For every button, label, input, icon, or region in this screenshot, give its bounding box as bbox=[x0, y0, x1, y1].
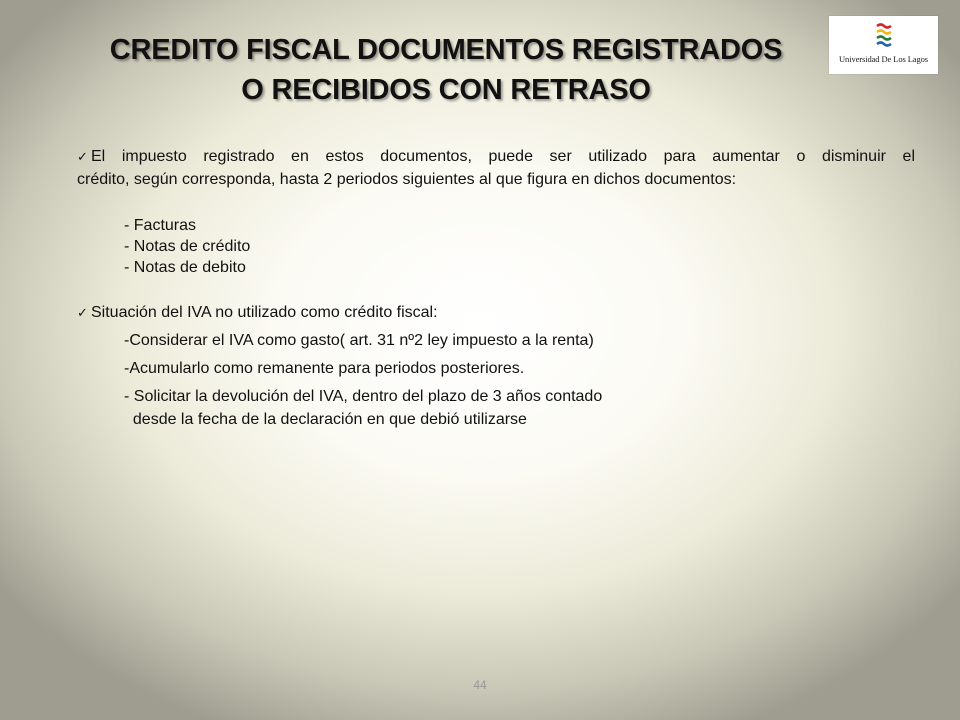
list-item: - Notas de crédito bbox=[124, 238, 251, 255]
checkmark-icon: ✓ bbox=[77, 305, 88, 320]
sub-item: -Considerar el IVA como gasto( art. 31 nº2 ley impuesto a la renta) bbox=[124, 332, 594, 349]
sub-item: -Acumularlo como remanente para periodos posteriores. bbox=[124, 360, 525, 377]
title-line-2: O RECIBIDOS CON RETRASO bbox=[241, 74, 651, 106]
bullet-2 bbox=[77, 303, 438, 323]
university-logo bbox=[829, 16, 938, 74]
bullet-1-line-2: crédito, según corresponda, hasta 2 periodos siguientes al que figura en dichos documentos: bbox=[77, 171, 737, 188]
logo-text: Universidad De Los Lagos bbox=[839, 54, 928, 64]
checkmark-icon: ✓ bbox=[77, 149, 88, 164]
bullet-1 bbox=[77, 145, 915, 191]
document-list bbox=[124, 215, 250, 278]
bullet-1-text-1: El impuesto registrado en estos documentos, puede ser utilizado para aumentar o disminuir el bbox=[91, 148, 915, 165]
slide-title bbox=[40, 30, 852, 110]
sub-item: - Solicitar la devolución del IVA, dentro del plazo de 3 años contado bbox=[124, 388, 603, 405]
bullet-1-line-1 bbox=[77, 145, 915, 168]
bullet-2-text: Situación del IVA no utilizado como crédito fiscal: bbox=[91, 304, 438, 321]
logo-emblem-icon bbox=[875, 22, 893, 52]
page-number: 44 bbox=[473, 678, 487, 692]
list-item: - Notas de debito bbox=[124, 259, 246, 276]
title-line-1: CREDITO FISCAL DOCUMENTOS REGISTRADOS bbox=[109, 34, 783, 66]
list-item: - Facturas bbox=[124, 217, 197, 234]
sub-item: desde la fecha de la declaración en que debió utilizarse bbox=[124, 411, 527, 428]
